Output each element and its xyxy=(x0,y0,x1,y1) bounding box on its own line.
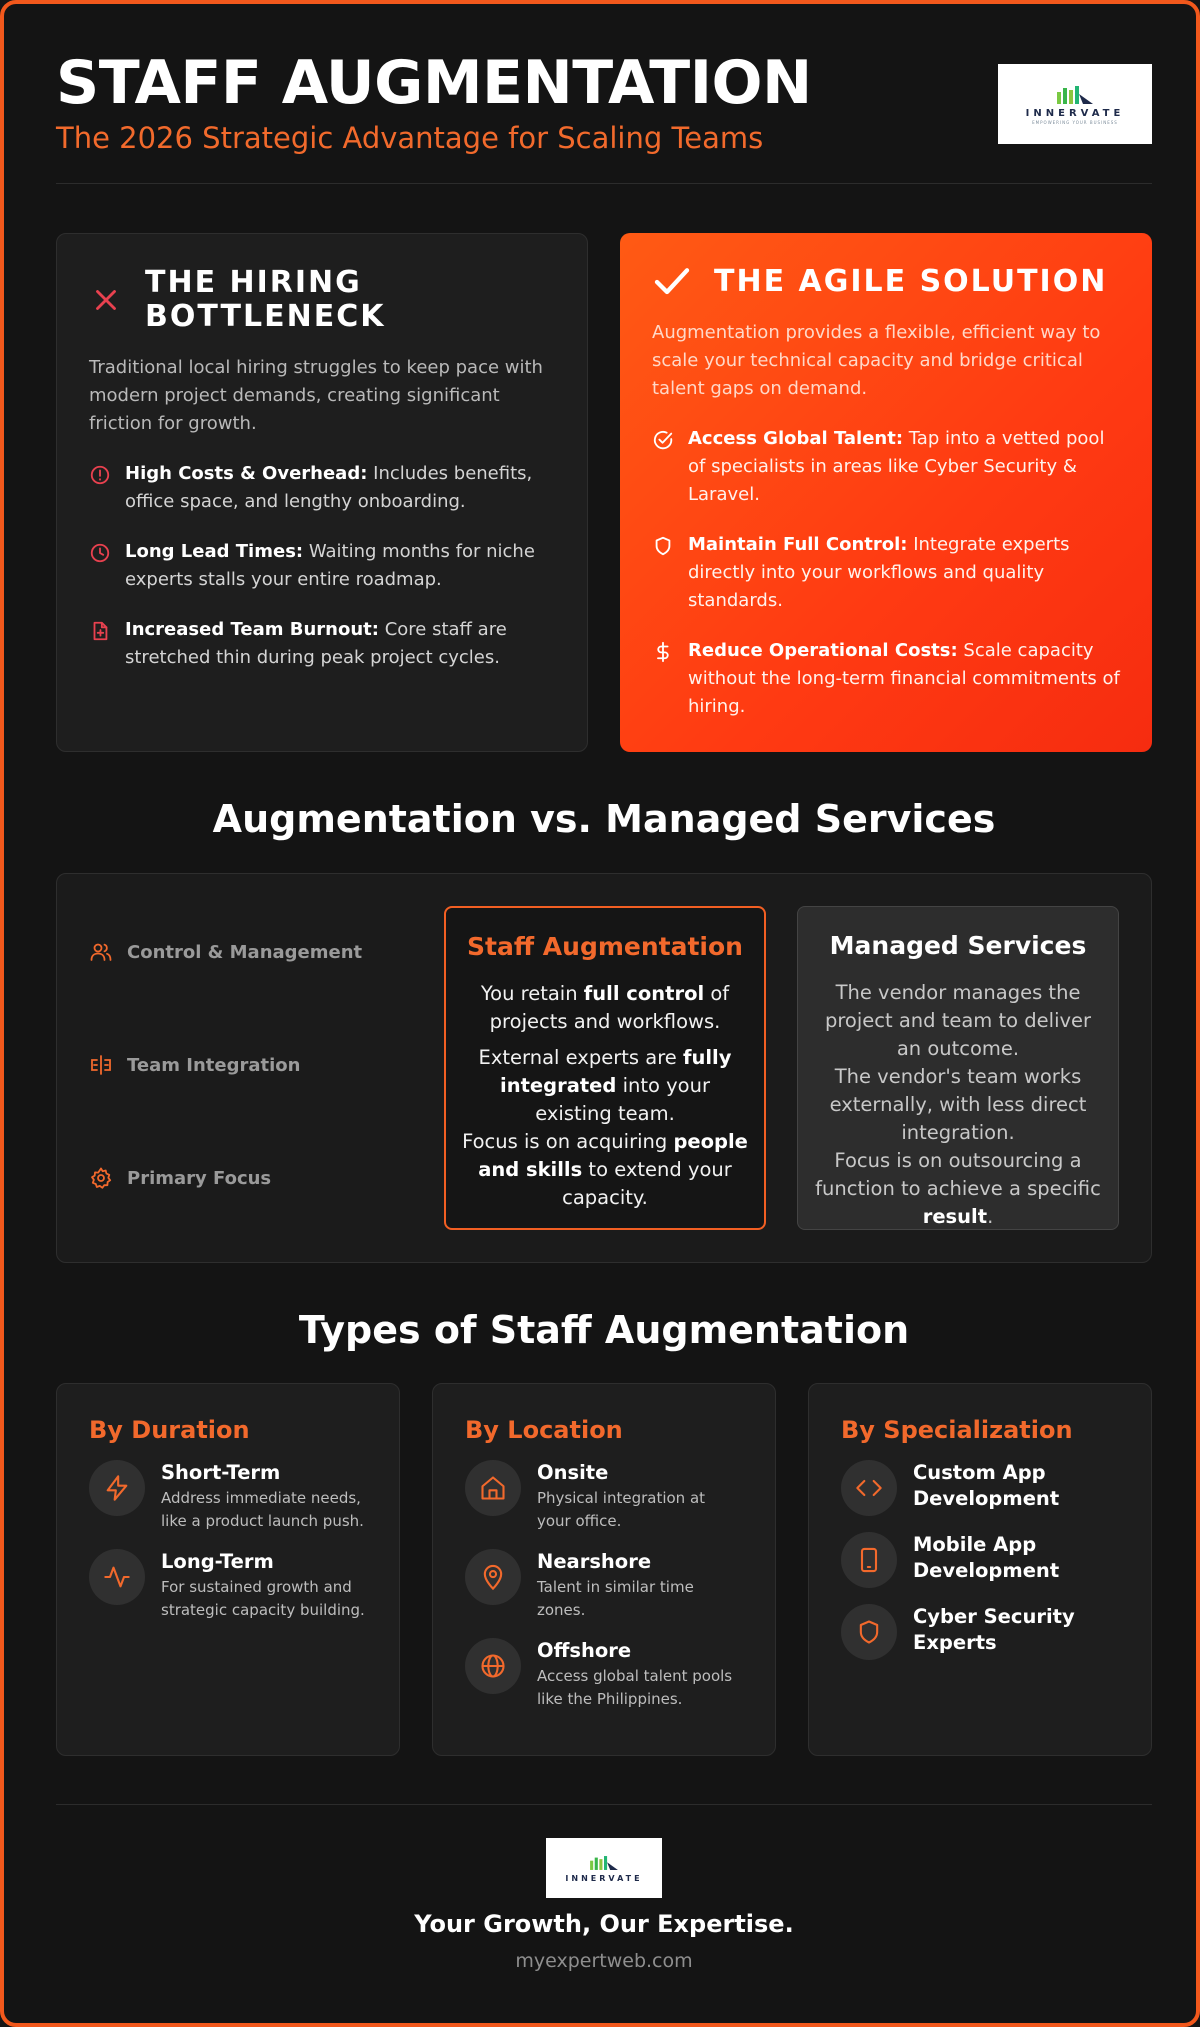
bullet-item xyxy=(89,616,555,672)
type-item-desc: Access global talent pools like the Philippines. xyxy=(537,1667,733,1708)
mobile-icon xyxy=(855,1546,883,1574)
card-title xyxy=(145,266,385,334)
cell-text: . xyxy=(987,1205,994,1228)
cell-emphasis: result xyxy=(922,1205,988,1228)
home-icon xyxy=(479,1474,507,1502)
bullet-label: Increased Team Burnout: xyxy=(125,619,379,640)
type-item-name: Offshore xyxy=(537,1639,632,1662)
bullet-label: Maintain Full Control: xyxy=(688,534,908,555)
card-intro: Augmentation provides a flexible, efficient way to scale your technical capacity and bridge critical talent gaps on demand. xyxy=(652,322,1101,399)
row-label-control xyxy=(89,940,362,964)
row-label-integration xyxy=(89,1053,300,1077)
bullet-item xyxy=(89,538,555,594)
activity-icon xyxy=(103,1563,131,1591)
card-title-line: THE HIRING xyxy=(145,265,362,300)
hiring-bottleneck-card xyxy=(56,233,588,752)
bullet-item xyxy=(652,425,1120,509)
users-icon xyxy=(89,940,113,964)
managed-integration-cell: The vendor's team works externally, with less direct integration. xyxy=(829,1065,1087,1144)
type-item-name: Long-Term xyxy=(161,1550,274,1573)
card-title: THE AGILE SOLUTION xyxy=(714,264,1108,299)
type-item-name: Short-Term xyxy=(161,1461,281,1484)
logo-text: INNERVATE xyxy=(565,1873,643,1883)
by-duration-card xyxy=(56,1383,400,1756)
cell-text: External experts are xyxy=(478,1046,683,1069)
row-label-text: Control & Management xyxy=(127,941,363,963)
bullet-text xyxy=(125,538,555,594)
logo-tagline: EMPOWERING YOUR BUSINESS xyxy=(1032,119,1118,125)
card-heading xyxy=(89,266,555,334)
map-pin-icon xyxy=(479,1563,507,1591)
bullet-desc: Tap into a vetted pool of specialists in areas like Cyber Security & Laravel. xyxy=(688,428,1105,505)
icon-badge xyxy=(465,1460,521,1516)
managed-services-column xyxy=(797,906,1119,1230)
bullet-text xyxy=(125,616,555,672)
row-label-focus xyxy=(89,1166,271,1190)
cell-emphasis: full control xyxy=(583,982,705,1005)
icon-badge xyxy=(465,1549,521,1605)
type-item-custom-app xyxy=(841,1460,1119,1516)
row-label-text: Primary Focus xyxy=(127,1167,272,1189)
augmentation-control-cell xyxy=(462,980,748,1036)
cell-text: into your existing team. xyxy=(535,1074,710,1125)
alert-circle-icon xyxy=(89,464,111,486)
cell-emphasis: fully integrated xyxy=(500,1046,732,1097)
cell-text: Focus is on acquiring xyxy=(462,1130,674,1153)
row-label-text: Team Integration xyxy=(127,1054,301,1076)
card-intro: Traditional local hiring struggles to keep pace with modern project demands, creating significant friction for growth. xyxy=(89,357,543,434)
type-item-onsite xyxy=(465,1460,743,1533)
column-title: Managed Services xyxy=(829,931,1087,960)
type-item-short-term xyxy=(89,1460,367,1533)
comparison-heading: Augmentation vs. Managed Services xyxy=(212,797,996,841)
types-heading: Types of Staff Augmentation xyxy=(298,1308,910,1352)
lightning-icon xyxy=(103,1474,131,1502)
type-item-mobile-app xyxy=(841,1532,1119,1588)
type-item-text xyxy=(537,1549,743,1622)
website-link[interactable]: myexpertweb.com xyxy=(515,1950,693,1972)
header xyxy=(56,48,1152,184)
icon-badge xyxy=(89,1549,145,1605)
type-item-desc: Physical integration at your office. xyxy=(537,1489,706,1530)
type-card-title: By Specialization xyxy=(841,1416,1073,1444)
split-icon xyxy=(89,1053,113,1077)
shield-icon xyxy=(652,535,674,557)
logo-text: INNERVATE xyxy=(1025,107,1125,119)
icon-badge xyxy=(841,1532,897,1588)
shield-icon xyxy=(855,1618,883,1646)
by-specialization-card xyxy=(808,1383,1152,1756)
card-title-line: BOTTLENECK xyxy=(145,299,386,334)
logo-mark-icon xyxy=(587,1854,621,1872)
cell-text: You retain xyxy=(480,982,584,1005)
bullet-label: Access Global Talent: xyxy=(688,428,904,449)
bullet-label: Long Lead Times: xyxy=(125,541,304,562)
check-icon xyxy=(652,265,692,299)
type-item-name: Custom App Development xyxy=(913,1461,1060,1510)
bullet-item xyxy=(89,460,555,516)
type-item-text xyxy=(161,1460,367,1533)
footer-logo xyxy=(546,1838,662,1898)
icon-badge xyxy=(841,1604,897,1660)
dollar-icon xyxy=(652,641,674,663)
type-item-name: Mobile App Development xyxy=(913,1533,1060,1582)
bullet-desc: Scale capacity without the long-term financial commitments of hiring. xyxy=(688,640,1120,717)
file-plus-icon xyxy=(89,620,111,642)
bullet-desc: Waiting months for niche experts stalls your entire roadmap. xyxy=(125,541,535,590)
x-icon xyxy=(89,283,123,317)
bullet-desc: Core staff are stretched thin during peak project cycles. xyxy=(125,619,507,668)
gear-icon xyxy=(89,1166,113,1190)
bullet-desc: Integrate experts directly into your workflows and quality standards. xyxy=(688,534,1070,611)
bullet-text xyxy=(125,460,555,516)
managed-control-cell: The vendor manages the project and team to deliver an outcome. xyxy=(824,981,1092,1060)
globe-icon xyxy=(479,1652,507,1680)
logo-mark-icon xyxy=(1053,84,1097,106)
card-heading xyxy=(652,265,1120,299)
clock-icon xyxy=(89,542,111,564)
bullet-text xyxy=(688,531,1120,615)
cell-text: to extend your capacity. xyxy=(562,1158,732,1209)
column-title: Staff Augmentation xyxy=(467,932,743,961)
agile-solution-card xyxy=(620,233,1152,752)
augmentation-integration-cell xyxy=(462,1044,748,1128)
type-item-text xyxy=(537,1638,743,1711)
type-item-cyber-security xyxy=(841,1604,1119,1660)
type-item-text xyxy=(161,1549,367,1622)
icon-badge xyxy=(841,1460,897,1516)
page-subtitle: The 2026 Strategic Advantage for Scaling Teams xyxy=(56,121,764,155)
type-item-desc: Talent in similar time zones. xyxy=(537,1578,694,1619)
icon-badge xyxy=(89,1460,145,1516)
type-item-desc: For sustained growth and strategic capacity building. xyxy=(161,1578,365,1619)
type-item-text xyxy=(537,1460,743,1533)
by-location-card xyxy=(432,1383,776,1756)
footer-divider xyxy=(56,1804,1152,1805)
bullet-text xyxy=(688,637,1120,721)
type-item-name: Cyber Security Experts xyxy=(913,1605,1075,1654)
bullet-item xyxy=(652,531,1120,615)
code-icon xyxy=(855,1474,883,1502)
cell-text: Focus is on outsourcing a function to achieve a specific xyxy=(815,1149,1101,1200)
type-item-name: Nearshore xyxy=(537,1550,652,1573)
type-item-nearshore xyxy=(465,1549,743,1622)
footer-tagline: Your Growth, Our Expertise. xyxy=(414,1910,794,1938)
bullet-label: Reduce Operational Costs: xyxy=(688,640,958,661)
bullet-label: High Costs & Overhead: xyxy=(125,463,368,484)
brand-logo xyxy=(998,64,1152,144)
type-card-title: By Location xyxy=(465,1416,623,1444)
bullet-item xyxy=(652,637,1120,721)
icon-badge xyxy=(465,1638,521,1694)
type-item-offshore xyxy=(465,1638,743,1711)
staff-augmentation-column xyxy=(444,906,766,1230)
page-title: STAFF AUGMENTATION xyxy=(56,48,812,118)
type-item-name: Onsite xyxy=(537,1461,609,1484)
augmentation-focus-cell xyxy=(462,1128,748,1212)
type-card-title: By Duration xyxy=(89,1416,250,1444)
type-item-long-term xyxy=(89,1549,367,1622)
cell-emphasis: people and skills xyxy=(478,1130,748,1181)
managed-focus-cell xyxy=(814,1147,1102,1231)
type-item-desc: Address immediate needs, like a product launch push. xyxy=(161,1489,364,1530)
check-circle-icon xyxy=(652,429,674,451)
bullet-desc: Includes benefits, office space, and lengthy onboarding. xyxy=(125,463,533,512)
cell-text: of projects and workflows. xyxy=(489,982,730,1033)
bullet-text xyxy=(688,425,1120,509)
comparison-table xyxy=(56,873,1152,1263)
